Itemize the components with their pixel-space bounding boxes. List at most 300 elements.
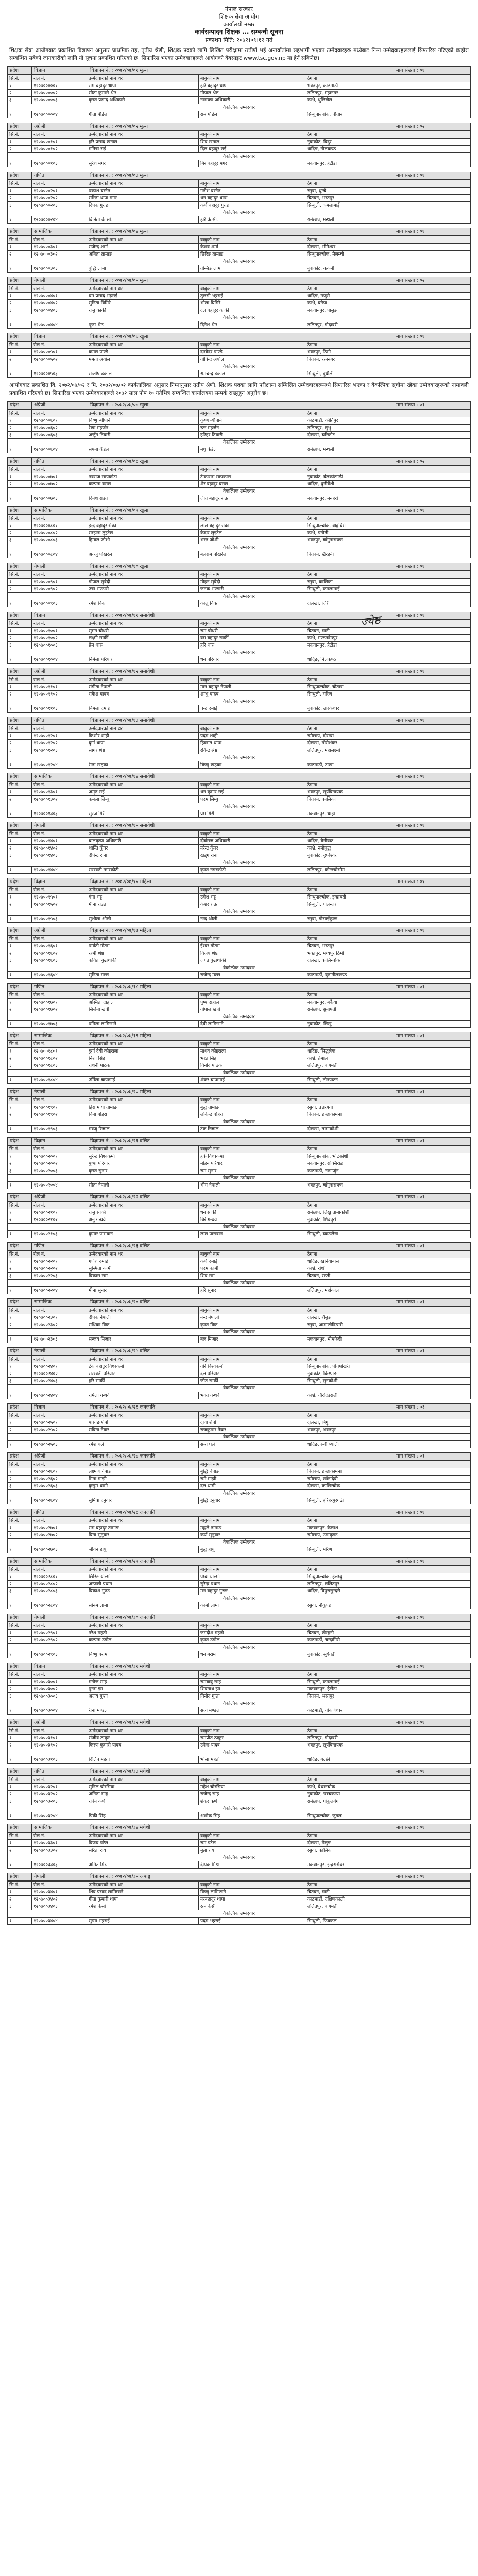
table-cell: १२०७०००७०३ bbox=[32, 495, 87, 502]
table-cell: सिन्धुली, घ्याङलेख bbox=[305, 1231, 471, 1238]
column-header: सि.नं. bbox=[8, 1097, 32, 1104]
alternate-header-row bbox=[8, 1700, 471, 1707]
table-cell: शंकर कर्ण bbox=[199, 1798, 305, 1805]
alternate-header-row bbox=[8, 1854, 471, 1861]
table-cell: दामोदर पाण्डे bbox=[199, 349, 305, 356]
column-header: बाबुको नाम bbox=[199, 620, 305, 628]
advertisement-number: विज्ञापन नं. : २०७२/०७/१८ महिला bbox=[88, 984, 394, 991]
table-cell: रसुवा, धुन्चे bbox=[305, 188, 471, 195]
table-cell: १२०७००२३०२ bbox=[32, 1321, 87, 1329]
table-cell: २ bbox=[8, 1265, 32, 1273]
table-cell: २ bbox=[8, 90, 32, 97]
table-row bbox=[8, 789, 471, 796]
result-block bbox=[7, 333, 471, 378]
table-cell: चितवन, इच्छाकामना bbox=[305, 1468, 471, 1476]
table-row bbox=[8, 684, 471, 691]
table-cell: सुरज गिरी bbox=[87, 810, 199, 818]
table-row bbox=[8, 551, 471, 558]
result-table bbox=[7, 515, 471, 558]
table-header-row bbox=[8, 1776, 471, 1784]
demand-count: माग संख्या : ०१ bbox=[396, 613, 425, 618]
table-cell: प्रमिला लामिछाने bbox=[87, 1021, 199, 1028]
column-header: उम्मेदवारको नाम थर bbox=[87, 1566, 199, 1573]
table-cell: नुवाकोट, किस्पाङ bbox=[305, 1370, 471, 1378]
column-header: सि.नं. bbox=[8, 1671, 32, 1679]
block-subject: नेपाली bbox=[32, 1348, 88, 1355]
alternate-list-title: वैकल्पिक उम्मेदवार bbox=[8, 544, 471, 551]
table-row bbox=[8, 1126, 471, 1133]
table-cell: केदार लुइटेल bbox=[199, 530, 305, 537]
column-header: ठेगाना bbox=[305, 131, 471, 139]
block-label: प्रदेश bbox=[8, 1873, 32, 1880]
table-cell: तेन्जिङ लामा bbox=[199, 265, 305, 273]
block-header bbox=[7, 228, 471, 236]
table-cell: १ bbox=[8, 810, 32, 818]
block-subject: विज्ञान bbox=[32, 1404, 88, 1411]
column-header: रोल नं. bbox=[32, 75, 87, 82]
table-cell: सरस्वती परियार bbox=[87, 1370, 199, 1378]
table-cell: उपेन्द्र यादव bbox=[199, 1742, 305, 1749]
table-row bbox=[8, 139, 471, 146]
table-cell: १ bbox=[8, 160, 32, 167]
table-cell: रसुवा, कालिका bbox=[305, 579, 471, 586]
advertisement-number: विज्ञापन नं. : २०७२/०७/३५ अपाङ्ग bbox=[88, 1873, 394, 1880]
table-cell: बलराम पोखरेल bbox=[199, 551, 305, 558]
table-row bbox=[8, 1314, 471, 1321]
table-cell: बुद्ध हायु bbox=[199, 1546, 305, 1553]
table-cell: दोलखा, गौरीशंकर bbox=[305, 740, 471, 747]
table-cell: दोलखा, तामाकोशी bbox=[305, 1126, 471, 1133]
table-cell: १ bbox=[8, 216, 32, 224]
demand-count: माग संख्या : ०१ bbox=[396, 1033, 425, 1039]
table-cell: कर्ण सुनुवार bbox=[199, 1532, 305, 1539]
result-block bbox=[7, 717, 471, 769]
alternate-list-title: वैकल्पिक उम्मेदवार bbox=[8, 1118, 471, 1126]
table-cell: धादिङ, त्रिपुरासुन्दरी bbox=[305, 1588, 471, 1595]
table-cell: १२०७०००१०३ bbox=[32, 160, 87, 167]
table-header-row bbox=[8, 515, 471, 522]
table-row bbox=[8, 1104, 471, 1111]
table-cell: अनिता तामाङ bbox=[87, 251, 199, 258]
table-cell: काभ्रे, रोशी bbox=[305, 1265, 471, 1273]
column-header: बाबुको नाम bbox=[199, 1412, 305, 1419]
advertisement-number: विज्ञापन नं. : २०७२/०७/०७ खुला bbox=[88, 402, 394, 409]
column-header: उम्मेदवारको नाम थर bbox=[87, 782, 199, 789]
alternate-list-title: वैकल्पिक उम्मेदवार bbox=[8, 1539, 471, 1546]
demand-count: माग संख्या : ०१ bbox=[396, 1769, 425, 1774]
table-cell: अमृत राई bbox=[87, 789, 199, 796]
alternate-list-title: वैकल्पिक उम्मेदवार bbox=[8, 1329, 471, 1336]
block-header bbox=[7, 1347, 471, 1355]
table-cell: धादिङ, बेनीघाट bbox=[305, 838, 471, 845]
column-header: बाबुको नाम bbox=[199, 936, 305, 943]
table-row bbox=[8, 90, 471, 97]
block-label: प्रदेश bbox=[8, 333, 32, 341]
result-block bbox=[7, 1032, 471, 1084]
table-cell: २ bbox=[8, 691, 32, 698]
table-cell: ३ bbox=[8, 1167, 32, 1175]
table-cell: जनक भण्डारी bbox=[199, 586, 305, 593]
table-cell: १२०७००११०१ bbox=[32, 684, 87, 691]
table-cell: २ bbox=[8, 356, 32, 363]
table-cell: छिरिङ योल्मो bbox=[87, 1573, 199, 1581]
advertisement-number: विज्ञापन नं. : २०७२/०७/०२ मुल्य bbox=[88, 123, 394, 130]
table-cell: दिनेश राउत bbox=[87, 495, 199, 502]
column-header: बाबुको नाम bbox=[199, 1882, 305, 1889]
alternate-header-row bbox=[8, 314, 471, 321]
table-cell: सत्य मण्डल bbox=[199, 1707, 305, 1715]
table-cell: अनु गन्धर्व bbox=[87, 1216, 199, 1224]
table-cell: धादिङ, खनियाबास bbox=[305, 1258, 471, 1265]
table-cell: रामेछाप, दोरम्बा bbox=[305, 733, 471, 740]
demand-count: माग संख्या : ०१ bbox=[396, 1089, 425, 1095]
table-cell: राजु कार्की bbox=[87, 307, 199, 314]
alternate-list-title: वैकल्पिक उम्मेदवार bbox=[8, 1490, 471, 1497]
table-cell: सिन्धुली, कमलामाई bbox=[305, 1679, 471, 1686]
column-header: रोल नं. bbox=[32, 1727, 87, 1735]
column-header: बाबुको नाम bbox=[199, 1727, 305, 1735]
table-cell: १ bbox=[8, 1231, 32, 1238]
table-cell: १२०७०००१०१ bbox=[32, 139, 87, 146]
table-cell: शम्भु यादव bbox=[199, 691, 305, 698]
table-cell: कर्ण दमाई bbox=[199, 1258, 305, 1265]
alternate-header-row bbox=[8, 649, 471, 656]
column-header: सि.नं. bbox=[8, 1727, 32, 1735]
table-cell: १२०७००३१०२ bbox=[32, 1742, 87, 1749]
block-header bbox=[7, 1663, 471, 1671]
table-cell: कालु विक bbox=[199, 600, 305, 607]
table-cell: २ bbox=[8, 1637, 32, 1644]
column-header: उम्मेदवारको नाम थर bbox=[87, 1461, 199, 1468]
intro-paragraph: शिक्षक सेवा आयोगबाट प्रकाशित विज्ञापन अनुसार प्राथमिक तह, तृतीय श्रेणी, शिक्षक पदको लागि लिखित परीक्षामा उत्तीर्ण भई अन्तर्वार्तामा सहभागी भएका उम्मेदवारहरू मध्येबाट निम्न उम्मेदवारहरूलाई सिफारिस गरिएको व्यहोरा सम्बन्धित सबैको जानकारीको लागि यो सूचना प्रकाशित गरिएको छ। सिफारिस भएका उम्मेदवारहरूले आयोगको वेबसाइट www.tsc.gov.np मा हेर्न सकिनेछ। bbox=[9, 47, 469, 61]
table-cell: १ bbox=[8, 789, 32, 796]
block-label: प्रदेश bbox=[8, 402, 32, 409]
result-table bbox=[7, 725, 471, 769]
column-header: ठेगाना bbox=[305, 992, 471, 999]
column-header: उम्मेदवारको नाम थर bbox=[87, 410, 199, 417]
table-cell: हर्क विश्वकर्मा bbox=[199, 1153, 305, 1160]
table-cell: यम प्रसाद भट्टराई bbox=[87, 293, 199, 300]
alternate-header-row bbox=[8, 1224, 471, 1231]
table-row bbox=[8, 1062, 471, 1070]
table-cell: ललितपुर, गोदावरी bbox=[305, 1735, 471, 1742]
table-cell: १२०७००१३०१ bbox=[32, 789, 87, 796]
table-row bbox=[8, 1791, 471, 1798]
table-cell: सरिता राय bbox=[87, 1847, 199, 1854]
table-cell: १२०७००२८०४ bbox=[32, 1602, 87, 1609]
table-cell: गोविन्द अर्याल bbox=[199, 356, 305, 363]
table-cell: १ bbox=[8, 1756, 32, 1764]
column-header: सि.नं. bbox=[8, 620, 32, 628]
table-cell: राजेन्द्र साह bbox=[199, 1791, 305, 1798]
table-cell: १ bbox=[8, 1707, 32, 1715]
column-header: उम्मेदवारको नाम थर bbox=[87, 676, 199, 684]
table-cell: रामेछाप, लिखु तामाकोशी bbox=[305, 1209, 471, 1216]
table-cell: सिन्धुपाल्चोक, चौतारा bbox=[305, 684, 471, 691]
table-row bbox=[8, 1742, 471, 1749]
table-row bbox=[8, 642, 471, 649]
table-header-row bbox=[8, 1097, 471, 1104]
block-label: प्रदेश bbox=[8, 1614, 32, 1621]
table-cell: १ bbox=[8, 1336, 32, 1343]
header-line-3: कार्यालयी नम्बर bbox=[223, 21, 255, 28]
table-cell: शेर बहादुर बराल bbox=[199, 481, 305, 488]
column-header: सि.नं. bbox=[8, 676, 32, 684]
table-cell: प्रेम गिरी bbox=[199, 810, 305, 818]
result-block bbox=[7, 563, 471, 607]
table-cell: १२०७००२५०३ bbox=[32, 1441, 87, 1448]
demand-count: माग संख्या : ०१ bbox=[396, 507, 425, 513]
table-cell: १ bbox=[8, 1735, 32, 1742]
result-table bbox=[7, 285, 471, 329]
table-cell: १२०७००१००४ bbox=[32, 656, 87, 664]
table-row bbox=[8, 1812, 471, 1820]
column-header: उम्मेदवारको नाम थर bbox=[87, 725, 199, 733]
table-cell: मान बहादुर नेपाली bbox=[199, 684, 305, 691]
table-cell: २ bbox=[8, 1216, 32, 1224]
table-cell: ३ bbox=[8, 1903, 32, 1910]
column-header: रोल नं. bbox=[32, 725, 87, 733]
table-cell: १ bbox=[8, 495, 32, 502]
result-table bbox=[7, 341, 471, 378]
block-header bbox=[7, 1768, 471, 1776]
table-header-row bbox=[8, 1727, 471, 1735]
column-header: उम्मेदवारको नाम थर bbox=[87, 131, 199, 139]
table-cell: काठमाडौं, नागार्जुन bbox=[305, 1167, 471, 1175]
table-cell: काठमाडौं, बुढानीलकण्ठ bbox=[305, 972, 471, 979]
table-cell: १२०७०००९०२ bbox=[32, 586, 87, 593]
table-cell: दोलखा, जिरी bbox=[305, 600, 471, 607]
block-subject: गणित bbox=[32, 984, 88, 991]
block-subject: विज्ञान bbox=[32, 1663, 88, 1670]
table-cell: १ bbox=[8, 446, 32, 453]
table-cell: उमेश भट्ट bbox=[199, 894, 305, 901]
table-cell: बिनिता के.सी. bbox=[87, 216, 199, 224]
column-header: रोल नं. bbox=[32, 676, 87, 684]
table-cell: १२०७००२२०२ bbox=[32, 1265, 87, 1273]
column-header: ठेगाना bbox=[305, 75, 471, 82]
table-cell: २ bbox=[8, 1111, 32, 1118]
table-cell: दुर्गा देवी कोइराला bbox=[87, 1048, 199, 1055]
column-header: उम्मेदवारको नाम थर bbox=[87, 515, 199, 522]
column-header: उम्मेदवारको नाम थर bbox=[87, 992, 199, 999]
table-cell: २ bbox=[8, 1370, 32, 1378]
table-cell: कार्मा लामा bbox=[199, 1602, 305, 1609]
block-label: प्रदेश bbox=[8, 1089, 32, 1096]
table-cell: पार्वती गौतम bbox=[87, 943, 199, 950]
table-cell: बालकृष्ण अधिकारी bbox=[87, 838, 199, 845]
table-cell: किरण कुमारी यादव bbox=[87, 1742, 199, 1749]
table-cell: काठमाडौं, गोकर्णेश्वर bbox=[305, 1707, 471, 1715]
table-cell: दिलिप महतो bbox=[87, 1756, 199, 1764]
table-cell: बिर बहादुर मगर bbox=[199, 160, 305, 167]
table-header-row bbox=[8, 236, 471, 244]
table-row bbox=[8, 1497, 471, 1504]
table-row bbox=[8, 160, 471, 167]
block-subject: विज्ञान bbox=[32, 333, 88, 341]
table-cell: दोलखा, बिगु bbox=[305, 1419, 471, 1427]
result-block bbox=[7, 1719, 471, 1764]
table-cell: छिरिङ तामाङ bbox=[199, 251, 305, 258]
table-cell: सिन्धुली, मरिण bbox=[305, 691, 471, 698]
column-header: रोल नं. bbox=[32, 1251, 87, 1258]
table-header-row bbox=[8, 725, 471, 733]
alternate-header-row bbox=[8, 1490, 471, 1497]
table-row bbox=[8, 1321, 471, 1329]
column-header: बाबुको नाम bbox=[199, 676, 305, 684]
column-header: ठेगाना bbox=[305, 180, 471, 188]
column-header: ठेगाना bbox=[305, 725, 471, 733]
table-row bbox=[8, 473, 471, 481]
block-label: प्रदेश bbox=[8, 612, 32, 619]
block-header bbox=[7, 1452, 471, 1461]
table-cell: सन्जय मिजार bbox=[87, 1336, 199, 1343]
column-header: उम्मेदवारको नाम थर bbox=[87, 887, 199, 894]
result-table bbox=[7, 1307, 471, 1343]
table-cell: सुनिल चौरसिया bbox=[87, 1784, 199, 1791]
notice-title: कार्यसम्पादन शिक्षक ... सम्बन्धी सूचना bbox=[195, 28, 283, 36]
block-subject: सामाजिक bbox=[32, 228, 88, 235]
table-cell: शान्ति कुँवर bbox=[87, 845, 199, 852]
demand-count: माग संख्या : ०१ bbox=[396, 1138, 425, 1144]
column-header: रोल नं. bbox=[32, 1622, 87, 1630]
table-row bbox=[8, 1798, 471, 1805]
table-cell: गणेश बस्नेत bbox=[199, 188, 305, 195]
table-cell: सिन्धुपाल्चोक, बाह्रबिसे bbox=[305, 522, 471, 530]
table-cell: इन्द्र बहादुर रोका bbox=[87, 522, 199, 530]
table-cell: १२०७००३४०४ bbox=[32, 1918, 87, 1925]
table-cell: १२०७०००७०२ bbox=[32, 481, 87, 488]
table-cell: २ bbox=[8, 251, 32, 258]
table-cell: सिन्धुपाल्चोक, भोटेकोशी bbox=[305, 1153, 471, 1160]
table-cell: दोलखा, चरिकोट bbox=[305, 432, 471, 439]
alternate-list-title: वैकल्पिक उम्मेदवार bbox=[8, 153, 471, 160]
column-header: उम्मेदवारको नाम थर bbox=[87, 75, 199, 82]
column-header: रोल नं. bbox=[32, 831, 87, 838]
table-cell: मुन्ना राय bbox=[199, 1847, 305, 1854]
table-cell: मकवानपुर, हेटौंडा bbox=[305, 642, 471, 649]
column-header: बाबुको नाम bbox=[199, 180, 305, 188]
table-cell: २ bbox=[8, 901, 32, 908]
table-cell: जगत बुढाथोकी bbox=[199, 957, 305, 964]
column-header: उम्मेदवारको नाम थर bbox=[87, 1882, 199, 1889]
table-cell: १ bbox=[8, 1209, 32, 1216]
table-row bbox=[8, 1273, 471, 1280]
column-header: ठेगाना bbox=[305, 1882, 471, 1889]
table-cell: १२०७००२९०१ bbox=[32, 1630, 87, 1637]
table-row bbox=[8, 972, 471, 979]
column-header: सि.नं. bbox=[8, 936, 32, 943]
table-row bbox=[8, 705, 471, 713]
alternate-list-title: वैकल्पिक उम्मेदवार bbox=[8, 1280, 471, 1287]
result-table bbox=[7, 1355, 471, 1399]
demand-count: माग संख्या : ०१ bbox=[396, 928, 425, 934]
demand-count: माग संख्या : ०१ bbox=[396, 1243, 425, 1249]
column-header: बाबुको नाम bbox=[199, 342, 305, 349]
table-cell: १ bbox=[8, 1889, 32, 1896]
result-block bbox=[7, 1614, 471, 1658]
table-cell: राजेन्द्र मल्ल bbox=[199, 972, 305, 979]
table-cell: सुनिता घिमिरे bbox=[87, 300, 199, 307]
table-cell: १ bbox=[8, 1392, 32, 1399]
block-label: प्रदेश bbox=[8, 67, 32, 74]
table-cell: बिष्णु बराम bbox=[87, 1651, 199, 1658]
result-block bbox=[7, 1452, 471, 1504]
table-cell: ३ bbox=[8, 642, 32, 649]
table-cell: गोपाल सुवेदी bbox=[87, 579, 199, 586]
table-cell: तुलसी भट्टराई bbox=[199, 293, 305, 300]
result-block bbox=[7, 1347, 471, 1399]
advertisement-number: विज्ञापन नं. : २०७२/०७/१७ महिला bbox=[88, 927, 394, 935]
table-cell: १२०७०००२०४ bbox=[32, 216, 87, 224]
table-cell: मनिषा राई bbox=[87, 146, 199, 153]
table-cell: १ bbox=[8, 838, 32, 845]
column-header: उम्मेदवारको नाम थर bbox=[87, 1517, 199, 1524]
table-cell: दल परियार bbox=[199, 1370, 305, 1378]
table-cell: १२०७००२५०१ bbox=[32, 1419, 87, 1427]
table-cell: सीता कुमारी श्रेष्ठ bbox=[87, 90, 199, 97]
alternate-header-row bbox=[8, 754, 471, 761]
result-table bbox=[7, 466, 471, 502]
advertisement-number: विज्ञापन नं. : २०७२/०७/०६ खुला bbox=[88, 333, 394, 341]
table-cell: दुर्गा थापा bbox=[87, 740, 199, 747]
block-header bbox=[7, 1298, 471, 1307]
advertisement-number: विज्ञापन नं. : २०७२/०७/२९ जनजाति bbox=[88, 1558, 394, 1565]
alternate-list-title: वैकल्पिक उम्मेदवार bbox=[8, 593, 471, 600]
table-cell: १२०७००१८०४ bbox=[32, 1077, 87, 1084]
table-cell: १ bbox=[8, 1651, 32, 1658]
result-block bbox=[7, 457, 471, 502]
table-cell: टेक बहादुर विश्वकर्मा bbox=[87, 1363, 199, 1370]
table-cell: भोला घिमिरे bbox=[199, 300, 305, 307]
advertisement-number: विज्ञापन नं. : २०७२/०७/३४ मधेशी bbox=[88, 1824, 394, 1832]
block-subject: सामाजिक bbox=[32, 1299, 88, 1306]
table-cell: १२०७००३००३ bbox=[32, 1693, 87, 1700]
table-cell: २ bbox=[8, 1791, 32, 1798]
table-row bbox=[8, 195, 471, 202]
result-block bbox=[7, 1768, 471, 1820]
table-cell: माधव कोइराला bbox=[199, 1048, 305, 1055]
table-cell: काभ्रे, धुलिखेल bbox=[305, 97, 471, 104]
table-row bbox=[8, 1167, 471, 1175]
table-cell: कृष्ण न्यौपाने bbox=[199, 417, 305, 425]
table-cell: रामेछाप, गोकुलगंगा bbox=[305, 1798, 471, 1805]
column-header: रोल नं. bbox=[32, 180, 87, 188]
table-cell: धादिङ, रुबी भ्याली bbox=[305, 1441, 471, 1448]
table-cell: १ bbox=[8, 1287, 32, 1294]
block-header bbox=[7, 563, 471, 571]
block-subject: गणित bbox=[32, 717, 88, 724]
result-table bbox=[7, 1727, 471, 1764]
table-cell: रसुवा, आमाछोदिङमो bbox=[305, 1321, 471, 1329]
table-cell: १२०७००२००४ bbox=[32, 1182, 87, 1189]
table-cell: १ bbox=[8, 1573, 32, 1581]
table-cell: ३ bbox=[8, 1588, 32, 1595]
table-header-row bbox=[8, 782, 471, 789]
result-table bbox=[7, 620, 471, 664]
table-cell: रीता खड्का bbox=[87, 761, 199, 769]
alternate-list-title: वैकल्पिक उम्मेदवार bbox=[8, 1854, 471, 1861]
column-header: उम्मेदवारको नाम थर bbox=[87, 1412, 199, 1419]
column-header: उम्मेदवारको नाम थर bbox=[87, 620, 199, 628]
table-cell: टीकाराम सापकोटा bbox=[199, 473, 305, 481]
table-cell: मिना माझी bbox=[87, 1476, 199, 1483]
alternate-header-row bbox=[8, 1280, 471, 1287]
column-header: ठेगाना bbox=[305, 1202, 471, 1209]
column-header: बाबुको नाम bbox=[199, 131, 305, 139]
table-cell: १२०७००१३०२ bbox=[32, 796, 87, 803]
table-cell: १२०७००२६०३ bbox=[32, 1483, 87, 1490]
